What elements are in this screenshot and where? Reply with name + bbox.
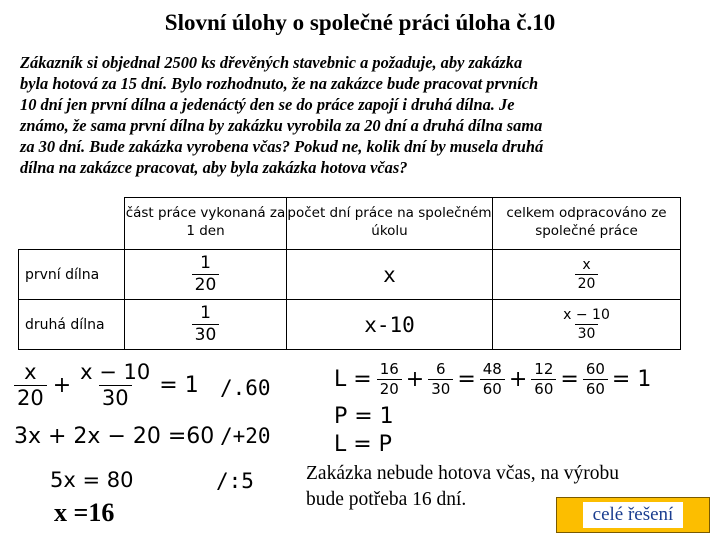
fraction-numerator: x − 10 xyxy=(80,360,151,384)
problem-line: dílna na zakázce pracovat, aby byla zakázka hotova včas? xyxy=(20,158,408,177)
fraction-numerator: 16 xyxy=(379,360,399,378)
check-fraction xyxy=(531,362,556,397)
fraction-numerator: 1 xyxy=(200,303,211,323)
equation-result: x =16 xyxy=(54,498,115,527)
step-note: /.60 xyxy=(220,376,271,400)
check-lhs: L = xyxy=(334,367,372,392)
page-title: Slovní úlohy o společné práci úloha č.10 xyxy=(164,10,556,35)
days-cell: x xyxy=(287,250,493,300)
fraction-numerator: 12 xyxy=(534,360,554,378)
fraction-denominator: 30 xyxy=(99,385,132,409)
table-header-days: počet dní práce na společném úkolu xyxy=(287,198,493,250)
full-solution-button[interactable] xyxy=(556,497,710,533)
table-header-rate: část práce vykonaná za 1 den xyxy=(125,198,287,250)
fraction-denominator: 20 xyxy=(377,379,402,397)
fraction-denominator: 60 xyxy=(480,379,505,397)
table-header-row xyxy=(19,198,681,250)
step-note: /:5 xyxy=(216,469,254,493)
operator: = xyxy=(457,367,476,392)
total-cell xyxy=(493,250,681,300)
check-fraction xyxy=(428,362,453,397)
row-label-first-workshop: první dílna xyxy=(19,250,125,300)
fraction-denominator: 20 xyxy=(14,385,47,409)
equation-rhs: = 1 xyxy=(159,373,199,398)
check-lp-line: L = P xyxy=(334,432,392,457)
table-header-total: celkem odpracováno ze společné práce xyxy=(493,198,681,250)
fraction-denominator: 20 xyxy=(575,274,599,291)
fraction-denominator: 60 xyxy=(531,379,556,397)
fraction-denominator: 30 xyxy=(192,324,220,344)
check-equation xyxy=(334,362,655,397)
plus-sign: + xyxy=(52,373,72,398)
equation-1 xyxy=(14,362,205,409)
fraction-numerator: 48 xyxy=(482,360,502,378)
table-header-empty xyxy=(19,198,125,250)
fraction-numerator: x xyxy=(582,257,591,273)
problem-line: 10 dní jen první dílna a jedenáctý den se do práce zapojí i druhá dílna. Je xyxy=(20,95,515,114)
total-fraction xyxy=(575,258,599,291)
fraction-numerator: x − 10 xyxy=(563,307,610,323)
rate-fraction xyxy=(192,255,220,294)
fraction-numerator: 6 xyxy=(435,360,446,378)
operator: = xyxy=(560,367,579,392)
problem-line: za 30 dní. Bude zakázka vyrobena včas? Pokud ne, kolik dní by musela druhá xyxy=(20,137,544,156)
check-fraction xyxy=(377,362,402,397)
problem-line: Zákazník si objednal 2500 ks dřevěných stavebnic a požaduje, aby zakázka xyxy=(20,53,523,72)
step-note: /+20 xyxy=(220,424,271,448)
fraction-numerator: 60 xyxy=(585,360,605,378)
conclusion-line: Zakázka nebude hotova včas, na výrobu xyxy=(306,463,619,484)
fraction-denominator: 30 xyxy=(428,379,453,397)
conclusion-line: bude potřeba 16 dní. xyxy=(306,489,467,510)
problem-line: byla hotová za 15 dní. Bylo rozhodnuto, že na zakázce bude pracovat prvních xyxy=(20,74,539,93)
table-row xyxy=(19,300,681,350)
table-row xyxy=(19,250,681,300)
check-result: = 1 xyxy=(611,367,652,392)
total-fraction xyxy=(560,308,613,341)
check-p-line: P = 1 xyxy=(334,404,394,429)
rate-cell xyxy=(125,250,287,300)
operator: + xyxy=(508,367,528,392)
equation-3: 5x = 80 xyxy=(50,468,134,492)
equation-fraction xyxy=(77,362,153,409)
fraction-denominator: 20 xyxy=(192,274,220,294)
fraction-denominator: 30 xyxy=(575,324,599,341)
operator: + xyxy=(405,367,425,392)
equation-2: 3x + 2x − 20 =60 xyxy=(14,424,215,449)
full-solution-label[interactable]: celé řešení xyxy=(583,502,684,528)
problem-line: známo, že sama první dílna by zakázku vyrobila za 20 dní a druhá dílna sama xyxy=(20,116,543,135)
fraction-denominator: 60 xyxy=(583,379,608,397)
fraction-numerator: 1 xyxy=(200,253,211,273)
fraction-numerator: x xyxy=(24,360,37,384)
check-fraction xyxy=(480,362,505,397)
total-cell xyxy=(493,300,681,350)
rate-cell xyxy=(125,300,287,350)
work-table xyxy=(18,197,681,350)
check-fraction xyxy=(583,362,608,397)
row-label-second-workshop: druhá dílna xyxy=(19,300,125,350)
rate-fraction xyxy=(192,305,220,344)
equation-fraction xyxy=(14,362,47,409)
days-cell: x-10 xyxy=(287,300,493,350)
problem-text xyxy=(20,52,700,178)
